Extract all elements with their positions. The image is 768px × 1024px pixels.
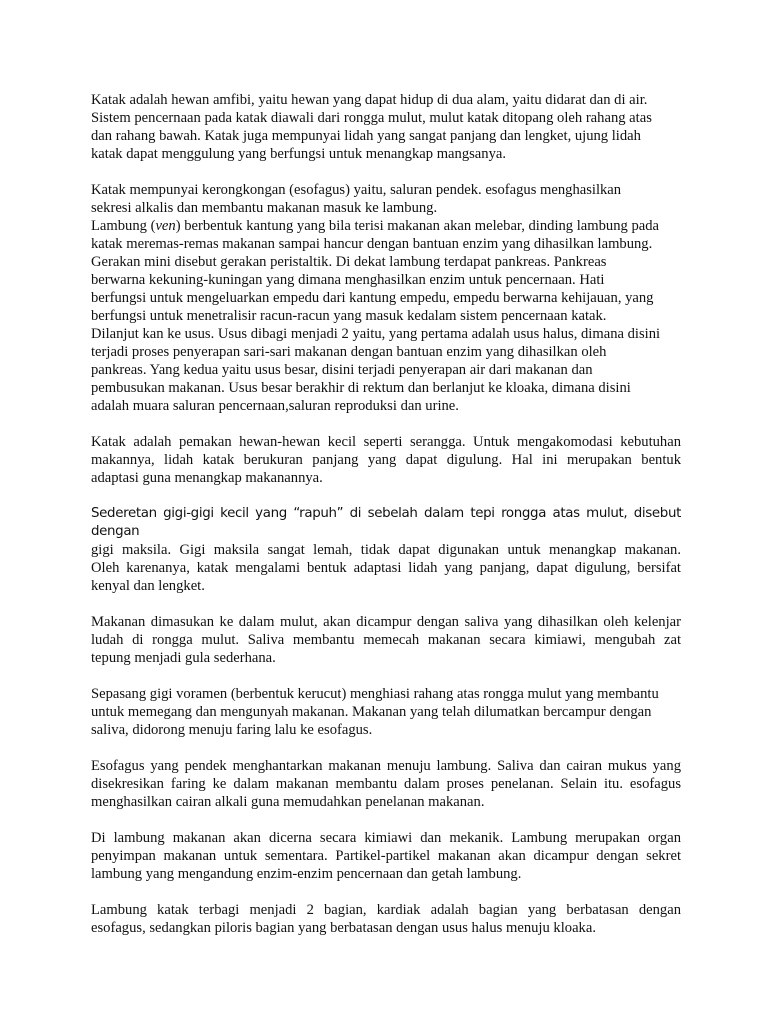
text-line: berwarna kekuning-kuningan yang dimana menghasilkan enzim untuk pencernaan. Hati xyxy=(91,272,605,288)
text-line: pankreas. Yang kedua yaitu usus besar, disini terjadi penyerapan air dari makanan dan xyxy=(91,362,593,378)
text-line: Esofagus yang pendek menghantarkan makanan menuju lambung. Saliva dan cairan mukus yang xyxy=(91,758,681,774)
text-line: katak meremas-remas makanan sampai hancur dengan bantuan enzim yang dihasilkan lambung. xyxy=(91,236,653,252)
text-line: ludah di rongga mulut. Saliva membantu memecah makanan secara kimiawi, mengubah zat xyxy=(91,632,681,648)
lambung-prefix: Lambung ( xyxy=(91,218,156,234)
ven-italic: ven xyxy=(155,218,176,234)
text-line: untuk memegang dan mengunyah makanan. Makanan yang telah dilumatkan bercampur dengan xyxy=(91,704,652,720)
text-line: sekresi alkalis dan membantu makanan masuk ke lambung. xyxy=(91,200,438,216)
text-line: Katak adalah hewan amfibi, yaitu hewan yang dapat hidup di dua alam, yaitu didarat dan di air. xyxy=(91,92,648,108)
text-line-lambung xyxy=(91,217,681,235)
text-line: menghasilkan cairan alkali guna memudahkan penelanan makanan. xyxy=(91,794,485,810)
paragraph-saliva xyxy=(91,613,681,667)
text-line: berfungsi untuk mengeluarkan empedu dari kantung empedu, empedu berwarna kehijauan, yang xyxy=(91,290,654,306)
text-line: terjadi proses penyerapan sari-sari makanan dengan bantuan enzim yang dihasilkan oleh xyxy=(91,344,607,360)
text-line: Sederetan gigi-gigi kecil yang “rapuh” di sebelah dalam tepi rongga atas mulut, disebut dengan xyxy=(91,506,681,539)
text-line: makannya, lidah katak berukuran panjang yang dapat digulung. Hal ini merupakan bentuk xyxy=(91,452,681,468)
text-line: dan rahang bawah. Katak juga mempunyai lidah yang sangat panjang dan lengket, ujung lidah xyxy=(91,128,641,144)
paragraph-intro xyxy=(91,91,681,163)
text-line: adaptasi guna menangkap makanannya. xyxy=(91,470,323,486)
text-line: saliva, didorong menuju faring lalu ke esofagus. xyxy=(91,722,373,738)
text-line: Gerakan mini disebut gerakan peristaltik. Di dekat lambung terdapat pankreas. Pankreas xyxy=(91,254,607,270)
text-line: disekresikan faring ke dalam makanan membantu dalam proses penelanan. Selain itu. esofagus xyxy=(91,776,681,792)
text-line: tepung menjadi gula sederhana. xyxy=(91,650,276,666)
text-line: gigi maksila. Gigi maksila sangat lemah, tidak dapat digunakan untuk menangkap makanan. xyxy=(91,542,681,558)
text-line: Katak adalah pemakan hewan-hewan kecil seperti serangga. Untuk mengakomodasi kebutuhan xyxy=(91,434,681,450)
paragraph-diet xyxy=(91,433,681,487)
text-line: katak dapat menggulung yang berfungsi untuk menangkap mangsanya. xyxy=(91,146,507,162)
text-line: Katak mempunyai kerongkongan (esofagus) yaitu, saluran pendek. esofagus menghasilkan xyxy=(91,182,622,198)
text-line: lambung yang mengandung enzim-enzim pencernaan dan getah lambung. xyxy=(91,866,522,882)
document-body xyxy=(91,91,681,955)
text-line: Di lambung makanan akan dicerna secara kimiawi dan mekanik. Lambung merupakan organ xyxy=(91,830,681,846)
text-line: Sistem pencernaan pada katak diawali dari rongga mulut, mulut katak ditopang oleh rahang atas xyxy=(91,110,652,126)
text-line: esofagus, sedangkan piloris bagian yang berbatasan dengan usus halus menuju kloaka. xyxy=(91,920,596,936)
text-line: Dilanjut kan ke usus. Usus dibagi menjadi 2 yaitu, yang pertama adalah usus halus, dimana disini xyxy=(91,326,661,342)
paragraph-esophagus xyxy=(91,757,681,811)
lambung-suffix: ) berbentuk kantung yang bila terisi makanan akan melebar, dinding lambung pada xyxy=(175,218,660,234)
paragraph-maxillary-teeth xyxy=(91,505,681,595)
text-line: kenyal dan lengket. xyxy=(91,578,205,594)
text-line: Sepasang gigi voramen (berbentuk kerucut) menghiasi rahang atas rongga mulut yang membantu xyxy=(91,686,659,702)
text-line: adalah muara saluran pencernaan,saluran reproduksi dan urine. xyxy=(91,398,459,414)
text-line: Lambung katak terbagi menjadi 2 bagian, kardiak adalah bagian yang berbatasan dengan xyxy=(91,902,681,918)
paragraph-stomach-digestion xyxy=(91,829,681,883)
text-line: penyimpan makanan untuk sementara. Partikel-partikel makanan akan dicampur dengan sekret xyxy=(91,848,681,864)
paragraph-digestive-organs xyxy=(91,181,681,415)
text-line: berfungsi untuk menetralisir racun-racun yang masuk kedalam sistem pencernaan katak. xyxy=(91,308,607,324)
text-line: Oleh karenanya, katak mengalami bentuk adaptasi lidah yang panjang, dapat digulung, bersifat xyxy=(91,560,681,576)
paragraph-stomach-parts xyxy=(91,901,681,937)
text-line: pembusukan makanan. Usus besar berakhir di rektum dan berlanjut ke kloaka, dimana disini xyxy=(91,380,631,396)
text-line: Makanan dimasukan ke dalam mulut, akan dicampur dengan saliva yang dihasilkan oleh kelenjar xyxy=(91,614,681,630)
paragraph-vomerine-teeth xyxy=(91,685,681,739)
